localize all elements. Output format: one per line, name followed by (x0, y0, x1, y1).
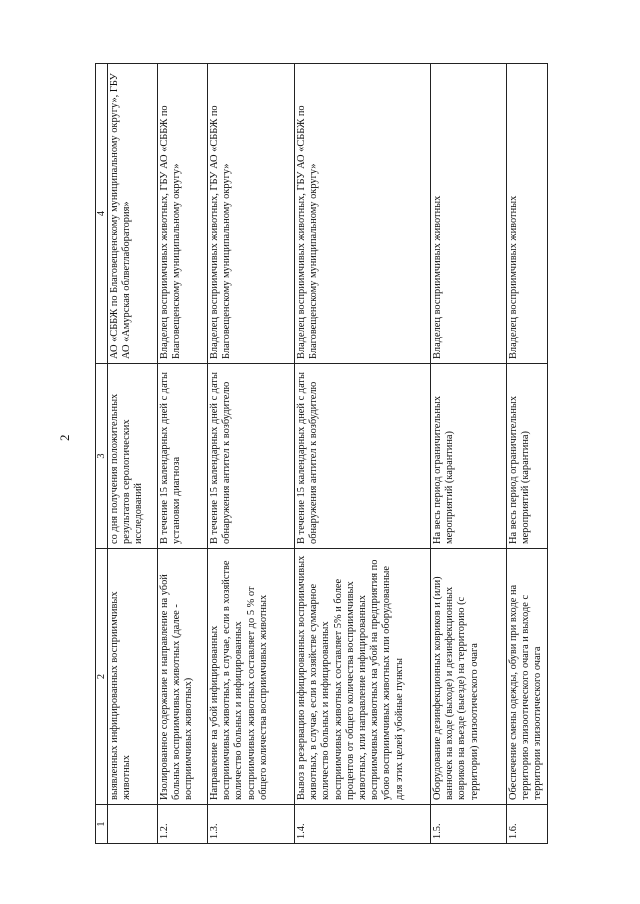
table-row (431, 64, 507, 844)
row-number: 1.2. (158, 805, 208, 844)
rotated-table-container (95, 64, 544, 844)
header-cell-term: 3 (96, 364, 108, 549)
responsible-cell: Владелец восприимчивых животных (431, 64, 507, 364)
table-row (108, 64, 158, 844)
term-cell: В течение 15 календарных дней с даты обнаружения антител к возбудителю (208, 364, 295, 549)
measures-table (95, 63, 548, 844)
table-row (208, 64, 295, 844)
responsible-cell: Владелец восприимчивых животных, ГБУ АО «СББЖ по Благовещенскому муниципальному округу» (295, 64, 431, 364)
row-number: 1.3. (208, 805, 295, 844)
table-row (158, 64, 208, 844)
action-cell: выявленных инфицированных восприимчивых животных (108, 549, 158, 805)
term-cell: В течение 15 календарных дней с даты установки диагноза (158, 364, 208, 549)
action-cell: Направление на убой инфицированных восприимчивых животных, в случае, если в хозяйстве количество больных и инфицированных восприимчивых животных составляет до 5 % от общего количества восприимчивых животных (208, 549, 295, 805)
action-cell: Оборудование дезинфекционных ковриков и (или) ванночек на входе (выходе) и дезинфекционных ковриков на въезде (выезде) на территорию (с территории) эпизоотического очага (431, 549, 507, 805)
term-cell: На весь период ограничительных мероприятий (карантина) (431, 364, 507, 549)
action-cell: Изолированное содержание и направление на убой больных восприимчивых животных (далее - восприимчивых животных) (158, 549, 208, 805)
responsible-cell: АО «СББЖ по Благовещенскому муниципальному округу», ГБУ АО «Амурская облветлаборатория» (108, 64, 158, 364)
row-number: 1.5. (431, 805, 507, 844)
row-number (108, 805, 158, 844)
responsible-cell: Владелец восприимчивых животных, ГБУ АО «СББЖ по Благовещенскому муниципальному округу» (208, 64, 295, 364)
term-cell: В течение 15 календарных дней с даты обнаружения антител к возбудителю (295, 364, 431, 549)
action-cell: Обеспечение смены одежды, обуви при входе на территорию эпизоотического очага и выходе с территории эпизоотического очага (507, 549, 548, 805)
header-cell-action: 2 (96, 549, 108, 805)
term-cell: На весь период ограничительных мероприятий (карантина) (507, 364, 548, 549)
header-row (96, 64, 108, 844)
header-cell-num: 1 (96, 805, 108, 844)
header-cell-responsible: 4 (96, 64, 108, 364)
term-cell: со дня получения положительных результатов серологических исследований (108, 364, 158, 549)
table-row (507, 64, 548, 844)
row-number: 1.4. (295, 805, 431, 844)
responsible-cell: Владелец восприимчивых животных (507, 64, 548, 364)
row-number: 1.6. (507, 805, 548, 844)
table-row (295, 64, 431, 844)
action-cell: Вывоз в резервацию инфицированных восприимчивых животных, в случае, если в хозяйстве суммарное количество больных и инфицированных восприимчивых животных составляет 5% и более процентов от общего количества восприимчивых животных, или направление инфицированных восприимчивых животных на убой на предприятия по убою восприимчивых животных или оборудованные для этих целей убойные пункты (295, 549, 431, 805)
page-number: 2 (57, 434, 72, 441)
responsible-cell: Владелец восприимчивых животных, ГБУ АО «СББЖ по Благовещенскому муниципальному округу» (158, 64, 208, 364)
